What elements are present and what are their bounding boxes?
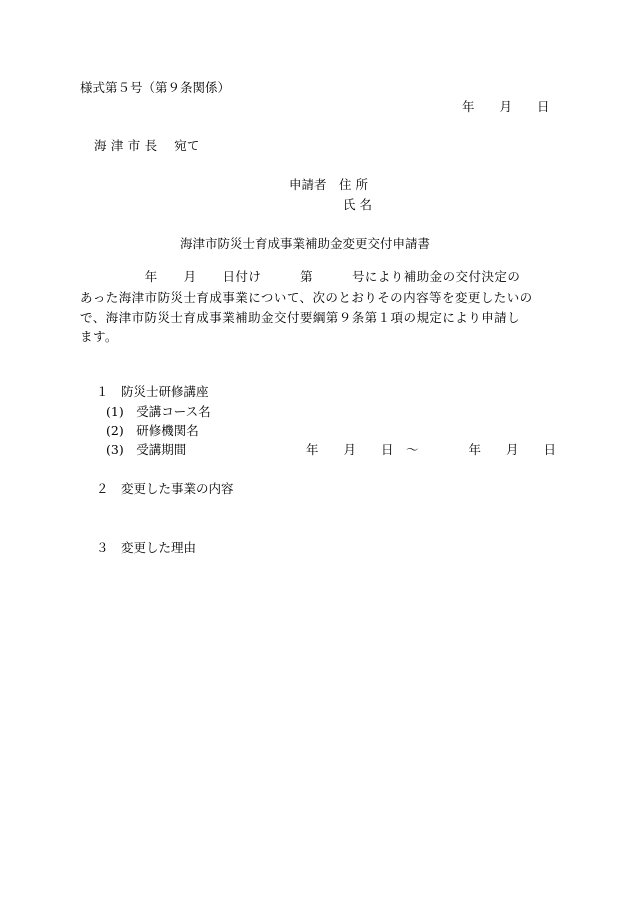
- section1-heading: １ 防災士研修講座: [96, 384, 209, 399]
- addressee: 海 津 市 長 宛て: [94, 138, 200, 153]
- section1-period-value: 年 月 日 ～ 年 月 日: [306, 442, 557, 457]
- section1-item-institution: (2) 研修機関名: [106, 423, 199, 438]
- body-line: で、海津市防災士育成事業補助金交付要綱第９条第１項の規定により申請し: [80, 310, 521, 325]
- document-title: 海津市防災士育成事業補助金変更交付申請書: [180, 236, 431, 251]
- form-number: 様式第５号（第９条関係）: [80, 80, 231, 95]
- date-line: 年 月 日: [462, 99, 550, 114]
- section1-item-course: (1) 受講コース名: [106, 404, 211, 419]
- applicant-name-label: 氏 名: [343, 197, 372, 212]
- body-line: ます。: [80, 329, 118, 344]
- section2-heading: ２ 変更した事業の内容: [96, 481, 234, 496]
- body-line: 年 月 日付け 第 号により補助金の交付決定の: [80, 269, 521, 284]
- section3-heading: ３ 変更した理由: [96, 540, 197, 555]
- body-line: あった海津市防災士育成事業について、次のとおりその内容等を変更したいの: [80, 290, 533, 305]
- section1-item-period: (3) 受講期間: [106, 442, 187, 457]
- applicant-address-label: 申請者 住 所: [289, 177, 368, 192]
